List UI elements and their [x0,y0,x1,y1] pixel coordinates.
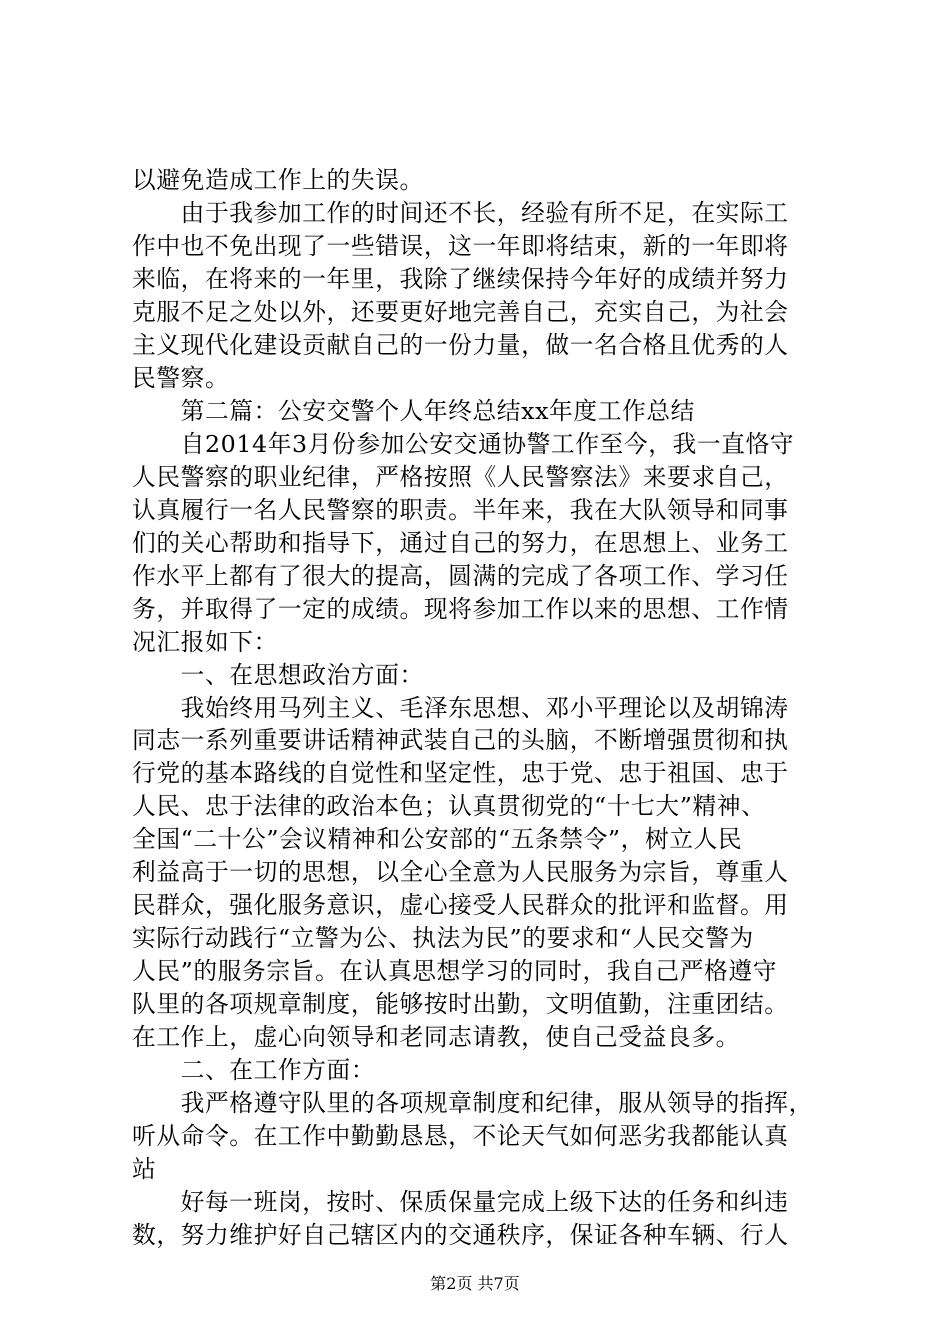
text-line: 人民”的服务宗旨。在认真思想学习的同时，我自己严格遵守 [132,957,778,986]
text-line: 况汇报如下： [132,627,278,656]
text-line: 民群众，强化服务意识，虚心接受人民群众的批评和监督。用 [132,891,789,920]
text-line: 我严格遵守队里的各项规章制度和纪律，服从领导的指挥， [132,1089,813,1118]
text-line: 队里的各项规章制度，能够按时出勤，文明值勤，注重团结。 [132,990,789,1019]
text-line: 好每一班岗，按时、保质保量完成上级下达的任务和纠违 [132,1188,789,1217]
text-line: 务，并取得了一定的成绩。现将参加工作以来的思想、工作情 [132,594,789,623]
text-line: 作水平上都有了很大的提高，圆满的完成了各项工作、学习任 [132,561,789,590]
text-line: 人民、忠于法律的政治本色；认真贯彻党的“十七大”精神、 [132,792,766,821]
text-line: 听从命令。在工作中勤勤恳恳，不论天气如何恶劣我都能认真 [132,1122,789,1151]
text-line: 们的关心帮助和指导下，通过自己的努力，在思想上、业务工 [132,528,789,557]
text-line: 由于我参加工作的时间还不长，经验有所不足，在实际工 [132,198,789,227]
text-line: 全国“二十公”会议精神和公安部的“五条禁令”，树立人民 [132,825,743,854]
text-line: 同志一系列重要讲话精神武装自己的头脑，不断增强贯彻和执 [132,726,789,755]
section-heading: 第二篇：公安交警个人年终总结xx年度工作总结 [132,396,695,425]
text-line: 行党的基本路线的自觉性和坚定性，忠于党、忠于祖国、忠于 [132,759,789,788]
text-line: 我始终用马列主义、毛泽东思想、邓小平理论以及胡锦涛 [132,693,789,722]
text-line: 主义现代化建设贡献自己的一份力量，做一名合格且优秀的人 [132,330,789,359]
subheading: 一、在思想政治方面： [132,660,424,689]
text-line: 认真履行一名人民警察的职责。半年来，我在大队领导和同事 [132,495,789,524]
text-line: 站 [132,1155,157,1184]
text-line: 实际行动践行“立警为公、执法为民”的要求和“人民交警为 [132,924,754,953]
subheading: 二、在工作方面： [132,1056,376,1085]
page-footer: 第2页 共7页 [430,1274,520,1293]
text-line: 利益高于一切的思想，以全心全意为人民服务为宗旨，尊重人 [132,858,789,887]
text-line: 人民警察的职业纪律，严格按照《人民警察法》来要求自己， [132,462,789,491]
text-line: 作中也不免出现了一些错误，这一年即将结束，新的一年即将 [132,231,789,260]
text-line: 在工作上，虚心向领导和老同志请教，使自己受益良多。 [132,1023,740,1052]
text-line: 克服不足之处以外，还要更好地完善自己，充实自己，为社会 [132,297,789,326]
text-line: 自2014年3月份参加公安交通协警工作至今，我一直恪守 [132,429,795,458]
text-line: 以避免造成工作上的失误。 [132,166,424,194]
text-line: 来临，在将来的一年里，我除了继续保持今年好的成绩并努力 [132,264,789,293]
text-line: 民警察。 [132,363,230,392]
text-line: 数，努力维护好自己辖区内的交通秩序，保证各种车辆、行人 [132,1221,789,1250]
